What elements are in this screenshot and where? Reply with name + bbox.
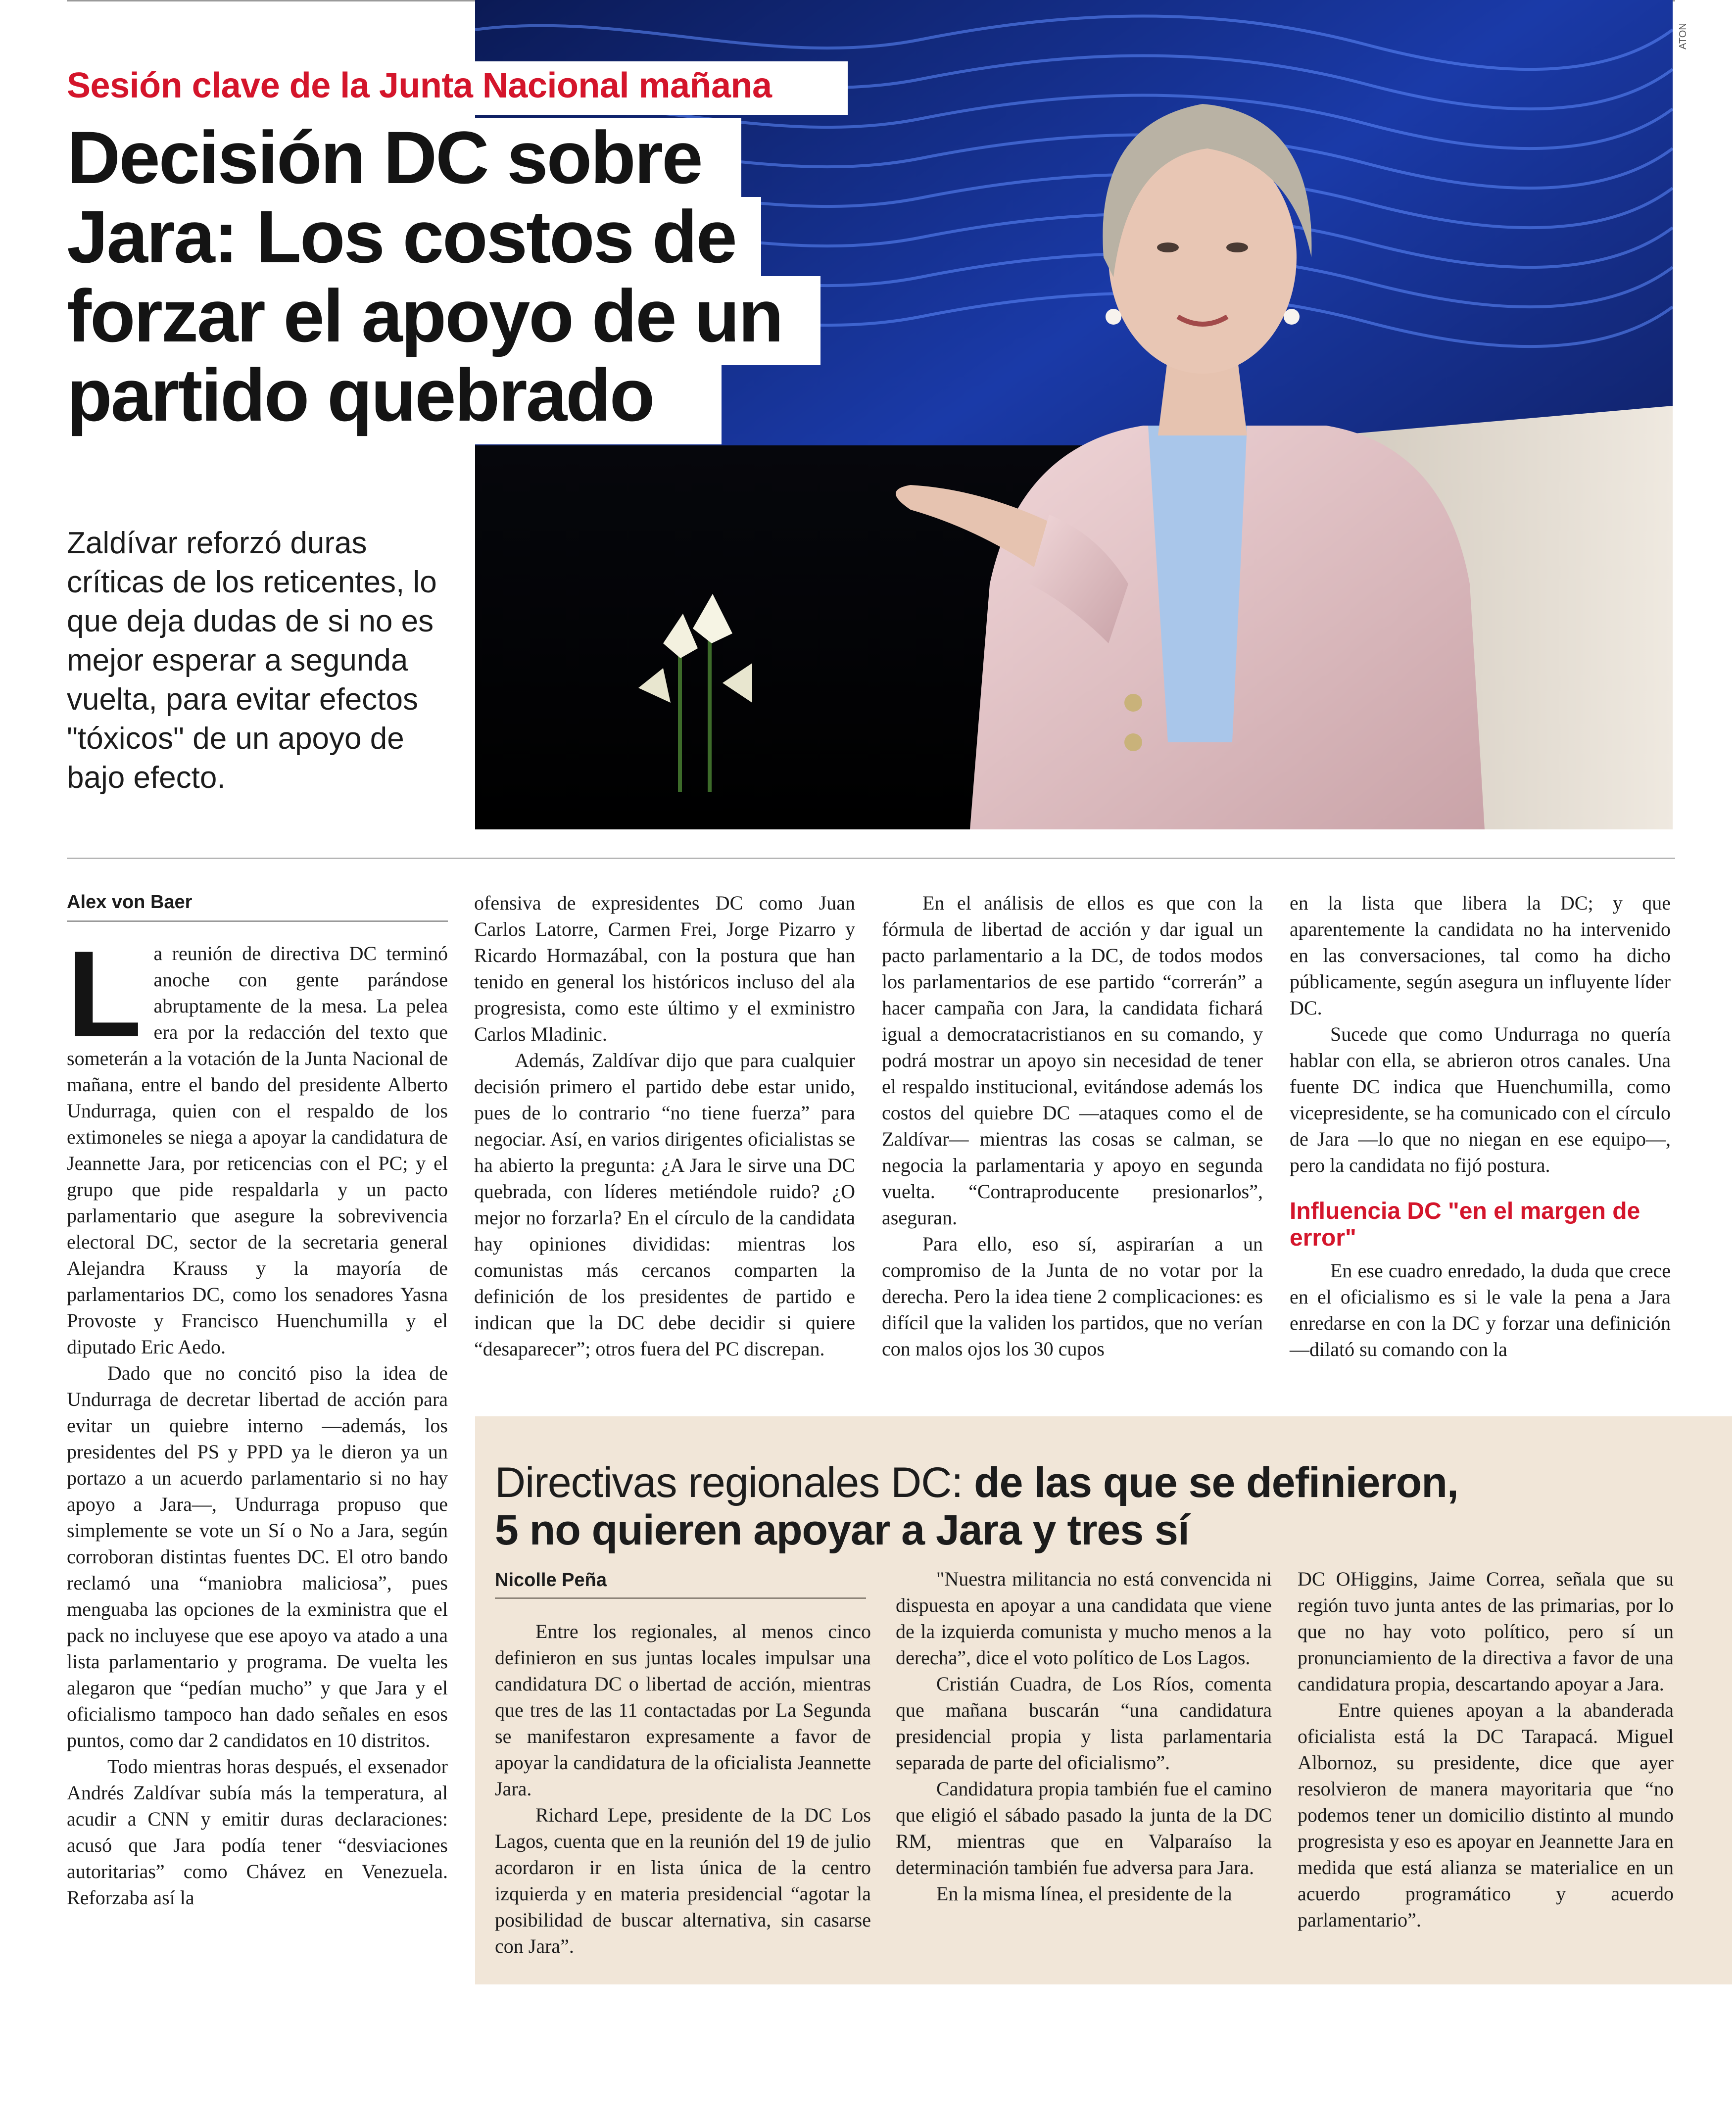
paragraph: Entre quienes apoyan a la abanderada oficialista está la DC Tarapacá. Miguel Albornoz, su presidente, dice que ayer resolvieron de manera mayoritaria que “no podemos tener un domicilio distinto al mundo progresista y eso es apoyar en Jeannette Jara en medida que está alianza se materialice en un acuerdo programático y acuerdo parlamentario”. [1298, 1699, 1674, 1931]
photo-credit: ATON [1678, 23, 1688, 49]
article-column-1 [67, 925, 448, 1911]
sidebar-title-light: Directivas regionales DC: [495, 1459, 974, 1506]
article-column-3 [882, 890, 1263, 1362]
paragraph-text: a reunión de directiva DC terminó anoche con gente parándose abruptamente de la mesa. La pelea era por la redacción del texto que someterán a la votación de la Junta Nacional de mañana, entre el bando del presidente Alberto Undurraga, quien con el respaldo de los extimoneles se niega a apoyar la candidatura de Jeannette Jara, por reticencias con el PC; y el grupo que pide respaldarla y un pacto parlamentario que asegure la sobrevivencia electoral DC, sector de la secretaria general Alejandra Krauss y la mayoría de parlamentarios DC, como los senadores Yasna Provoste y Francisco Huenchumilla y el diputado Eric Aedo. [67, 942, 448, 1358]
paragraph: Todo mientras horas después, el exsenador Andrés Zaldívar subía más la temperatura, al acudir a CNN y emitir duras declaraciones: acusó que Jara podía tener “desviaciones autoritarias” como Chávez en Venezuela. Reforzaba así la [67, 1755, 448, 1909]
sidebar-byline-rule [495, 1597, 866, 1599]
article-column-4 [1290, 890, 1671, 1362]
paragraph: DC OHiggins, Jaime Correa, señala que su región tuvo junta antes de las primarias, por lo que no hay voto político, pero sí un pronunciamiento de la directiva a favor de una candidatura propia, descartando apoyar a Jara. [1298, 1568, 1674, 1695]
paragraph: Cristián Cuadra, de Los Ríos, comenta que mañana buscarán “una candidatura presidencial propia y lista parlamentaria separada de parte del oficialismo”. [896, 1673, 1272, 1774]
subhead: Influencia DC "en el margen de error" [1290, 1198, 1640, 1251]
drop-cap: L [67, 925, 142, 1062]
paragraph: en la lista que libera la DC; y que aparentemente la candidata no ha intervenido en las conversaciones, tal como ha dicho públicamente, según asegura un influyente líder DC. [1290, 892, 1671, 1019]
paragraph: En ese cuadro enredado, la duda que crece en el oficialismo es si le vale la pena a Jara enredarse en con la DC y forzar una definición —dilató su comando con la [1290, 1259, 1671, 1360]
headline-line: Jara: Los costos de [67, 195, 736, 278]
paragraph: ofensiva de expresidentes DC como Juan Carlos Latorre, Carmen Frei, Jorge Pizarro y Ricardo Hormazábal, con la postura que han tenido en general los históricos incluso del ala progresista, como este último y el exministro Carlos Mladinic. [474, 892, 855, 1045]
sidebar-byline: Nicolle Peña [495, 1570, 607, 1591]
byline-rule [67, 920, 448, 922]
paragraph: Además, Zaldívar dijo que para cualquier decisión primero el partido debe estar unido, pues de lo contrario “no tiene fuerza” para negociar. Así, en varios dirigentes oficialistas se ha abierto la pregunta: ¿A Jara le sirve una DC quebrada, con líderes metiéndole ruido? ¿O mejor no forzarla? En el círculo de la candidata hay opiniones divididas: mientras los comunistas más cercanos comparten la definición de los presidentes de partido e indican que la DC debe decidir si quiere “desaparecer”; otros fuera del PC discrepan. [474, 1049, 855, 1360]
sidebar-column-3 [1298, 1566, 1674, 1933]
paragraph: Candidatura propia también fue el camino que eligió el sábado pasado la junta de la DC RM, mientras que en Valparaíso la determinación también fue adversa para Jara. [896, 1778, 1272, 1879]
paragraph [67, 925, 448, 1360]
sidebar-column-1 [495, 1618, 871, 1959]
paragraph: Dado que no concitó piso la idea de Undurraga de decretar libertad de acción para evitar un quiebre interno —además, los presidentes del PS y PPD ya le dieron ya un portazo a un acuerdo parlamentario si no hay apoyo a Jara—, Undurraga propuso que simplemente se vote un Sí o No a Jara, según corroboran distintas fuentes DC. El otro bando reclamó una “maniobra maliciosa”, pues menguaba las opciones de la exministra que el pack no incluyese que ese apoyo va atado a una lista parlamentario y programa. De vuelta les alegaron que “pedían mucho” y que Jara y el oficialismo tampoco han dado señales en esos puntos, como dar 2 candidatos en 10 distritos. [67, 1362, 448, 1751]
paragraph: "Nuestra militancia no está convencida ni dispuesta en apoyar a una candidata que viene de la izquierda comunista y mucho menos a la derecha”, dice el voto político de Los Lagos. [896, 1568, 1272, 1669]
paragraph: En la misma línea, el presidente de la [936, 1882, 1232, 1905]
sidebar-title [495, 1459, 1534, 1554]
paragraph: Sucede que como Undurraga no quería hablar con ella, se abrieron otros canales. Una fuente DC indica que Huenchumilla, como vicepresidente, se ha comunicado con el círculo de Jara —lo que no niegan en ese equipo—, pero la candidata no fijó postura. [1290, 1023, 1671, 1176]
section-rule [67, 858, 1675, 859]
paragraph: Para ello, eso sí, aspirarían a un compromiso de la Junta de no votar por la derecha. Pero la idea tiene 2 complicaciones: es difícil que la validen los partidos, que no verían con malos ojos los 30 cupos [882, 1233, 1263, 1360]
kicker: Sesión clave de la Junta Nacional mañana [67, 66, 772, 105]
sidebar-title-bold: 5 no quieren apoyar a Jara y tres sí [495, 1506, 1189, 1554]
paragraph: En el análisis de ellos es que con la fórmula de libertad de acción y dar igual un pacto parlamentario a la DC, de todos modos los parlamentarios de ese partido “correrán” a hacer campaña con Jara, la candidata fichará igual a democratacristianos en su comando, y podrá mostrar un apoyo sin necesidad de tener el respaldo institucional, evitándose además los costos del quiebre DC —ataques como el de Zaldívar— mientras las cosas se calman, se negocia la parlamentaria y apoyo en segunda vuelta. “Contraproducente presionarlos”, aseguran. [882, 892, 1263, 1229]
paragraph: Richard Lepe, presidente de la DC Los Lagos, cuenta que en la reunión del 19 de julio acordaron ir en lista única de la centro izquierda y en materia presidencial “agotar la posibilidad de buscar alternativa, sin casarse con Jara”. [495, 1804, 871, 1957]
headline [67, 118, 849, 434]
sidebar-title-bold: de las que se definieron, [974, 1459, 1458, 1506]
byline: Alex von Baer [67, 892, 193, 913]
deck: Zaldívar reforzó duras críticas de los reticentes, lo que deja dudas de si no es mejor esperar a segunda vuelta, para evitar efectos "tóxicos" de un apoyo de bajo efecto. [67, 526, 437, 795]
headline-line: partido quebrado [67, 353, 654, 436]
paragraph: Entre los regionales, al menos cinco definieron en sus juntas locales impulsar una candidatura DC o libertad de acción, mientras que tres de las 11 contactadas por La Segunda se manifestaron expresamente a favor de apoyar la candidatura de la oficialista Jeannette Jara. [495, 1620, 871, 1800]
article-column-2 [474, 890, 855, 1362]
sidebar-column-2 [896, 1566, 1272, 1907]
headline-line: forzar el apoyo de un [67, 274, 782, 357]
headline-line: Decisión DC sobre [67, 116, 702, 199]
